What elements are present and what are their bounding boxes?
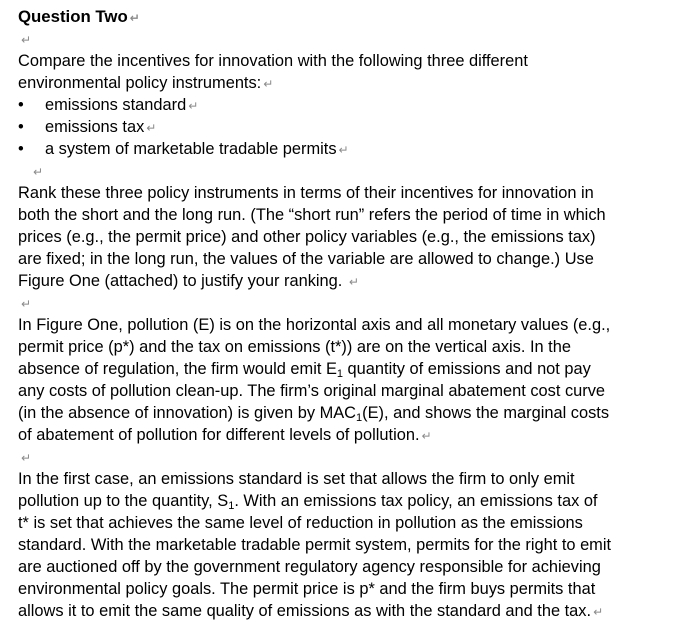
empty-paragraph xyxy=(18,446,694,468)
paragraph-mark-icon: ↵ xyxy=(129,11,140,25)
body-line: are fixed; in the long run, the values of the variable are allowed to change.) Use xyxy=(18,250,594,268)
question-title-line xyxy=(18,6,694,28)
paragraph-mark-icon: ↵ xyxy=(421,429,432,443)
body-line: pollution up to the quantity, $S_1$. With an emissions tax policy, an emissions tax of xyxy=(18,492,598,512)
bullet-icon: • xyxy=(18,118,24,136)
paragraph-mark-icon: ↵ xyxy=(188,99,199,113)
bullet-icon: • xyxy=(18,140,24,158)
body-line: allows it to emit the same quality of emissions as with the standard and the tax.↵ xyxy=(18,602,604,620)
body-line: standard. With the marketable tradable permit system, permits for the right to emit xyxy=(18,536,612,554)
question-title: Question Two xyxy=(18,7,128,26)
body-line: permit price (p*) and the tax on emissions (t*)) are on the vertical axis. In the xyxy=(18,338,571,356)
paragraph-mark-icon: ↵ xyxy=(593,605,604,619)
bullet-item xyxy=(18,94,694,116)
body-line: In Figure One, pollution (E) is on the horizontal axis and all monetary values (e.g., xyxy=(18,316,611,334)
body-line: (in the absence of innovation) is given by $MAC_1(E)$, and shows the marginal costs xyxy=(18,404,610,424)
body-line: environmental policy goals. The permit price is p* and the firm buys permits that xyxy=(18,580,596,598)
bullet-text: a system of marketable tradable permits xyxy=(45,140,337,158)
paragraph-mark-icon: ↵ xyxy=(348,275,359,289)
body-line: absence of regulation, the firm would emit $E_1$ quantity of emissions and not pay xyxy=(18,360,591,380)
bullet-text: emissions standard xyxy=(45,96,187,114)
intro-line: Compare the incentives for innovation with the following three different xyxy=(18,52,528,70)
body-line: prices (e.g., the permit price) and other policy variables (e.g., the emissions tax) xyxy=(18,228,596,246)
body-line: Rank these three policy instruments in terms of their incentives for innovation in xyxy=(18,184,594,202)
paragraph-mark-icon: ↵ xyxy=(21,297,32,311)
body-line: of abatement of pollution for different levels of pollution. ↵ xyxy=(18,426,432,444)
empty-paragraph xyxy=(18,292,694,314)
body-line: are auctioned off by the government regulatory agency responsible for achieving xyxy=(18,558,601,576)
paragraph-mark-icon: ↵ xyxy=(263,77,274,91)
bullet-text: emissions tax xyxy=(45,118,145,136)
bullet-item xyxy=(18,138,694,160)
paragraph-mark-icon: ↵ xyxy=(33,165,44,179)
intro-line: environmental policy instruments: ↵ xyxy=(18,74,274,92)
empty-paragraph xyxy=(18,28,694,50)
paragraph-mark-icon: ↵ xyxy=(338,143,349,157)
body-line: any costs of pollution clean-up. The firm’s original marginal abatement cost curve xyxy=(18,382,606,400)
paragraph-mark-icon: ↵ xyxy=(21,33,32,47)
body-line: both the short and the long run. (The “short run” refers the period of time in which xyxy=(18,206,606,224)
body-line: Figure One (attached) to justify your ranking. ↵ xyxy=(18,272,359,290)
body-line: t* is set that achieves the same level of reduction in pollution as the emissions xyxy=(18,514,583,532)
paragraph-mark-icon: ↵ xyxy=(21,451,32,465)
body-line: In the first case, an emissions standard is set that allows the firm to only emit xyxy=(18,470,575,488)
empty-paragraph xyxy=(18,160,694,182)
paragraph-mark-icon: ↵ xyxy=(146,121,157,135)
bullet-item xyxy=(18,116,694,138)
bullet-icon: • xyxy=(18,96,24,114)
document-page xyxy=(18,6,694,622)
